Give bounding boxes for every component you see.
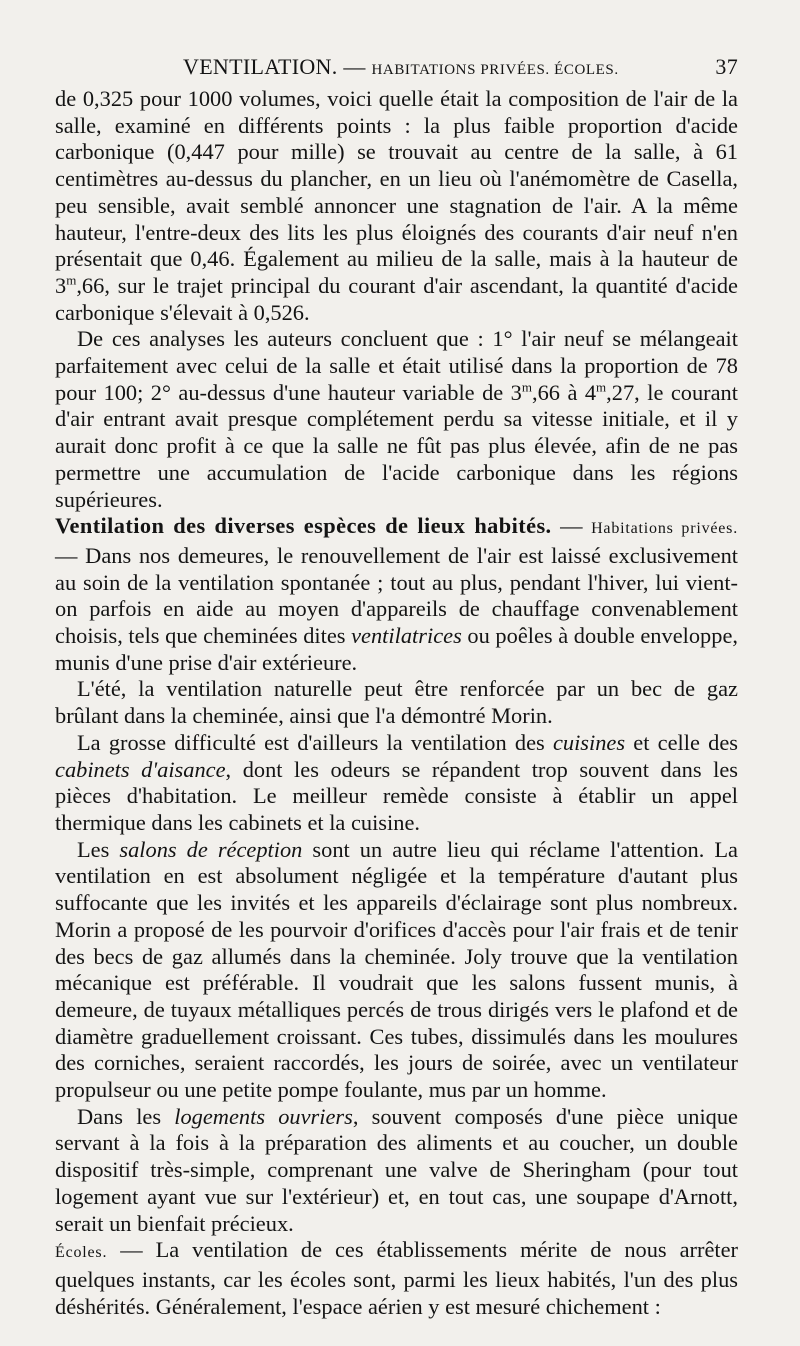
- body-text: [55, 86, 738, 1320]
- running-head-main: VENTILATION.: [183, 54, 338, 79]
- paragraph-5-text: La grosse difficulté est d'ailleurs la ventilation des: [77, 729, 553, 755]
- paragraph-2: [55, 326, 738, 513]
- paragraph-6-text-end: sont un autre lieu qui réclame l'attention. La ventilation en est absolument négligée et la température d'autant plus suffocante que les invités et les appareils d'éclairage sont plus nombreux. Morin a proposé de les pourvoir d'orifices d'accès pour l'air frais et de tenir des becs de gaz allumés dans la cheminée. Joly trouve que la ventilation mécanique est préférable. Il voudrait que les salons fussent munis, à demeure, de tuyaux métalliques percés de trous dirigés vers le plafond et de diamètre graduellement croissant. Ces tubes, dissimulés dans les moulures des corniches, seraient raccordés, les jours de soirée, avec un ventilateur propulseur ou une petite pompe foulante, mus par un homme.: [55, 836, 738, 1103]
- paragraph-2-text-mid: ,66 à 4: [532, 379, 597, 405]
- paragraph-8: [55, 1237, 738, 1320]
- emphasis-ventilatrices: ventilatrices: [351, 623, 462, 649]
- paragraph-4: [55, 676, 738, 729]
- paragraph-8-text: — La ventilation de ces établissements mérite de nous arrêter quelques instants, car les écoles sont, parmi les lieux habités, l'un des plus déshérités. Généralement, l'espace aérien y est mesuré chichement :: [55, 1237, 738, 1319]
- paragraph-7-text: Dans les: [77, 1103, 175, 1129]
- running-head-title: [55, 54, 619, 80]
- running-head: [55, 54, 738, 86]
- section-dash: —: [551, 513, 592, 539]
- emphasis-salons: salons de réception: [119, 836, 303, 862]
- paragraph-6: [55, 837, 738, 1104]
- paragraph-7-text-end: , souvent composés d'une pièce unique servant à la fois à la préparation des aliments et au coucher, un double dispositif très-simple, comprenant une valve de Sheringham (pour tout logement ayant vue sur l'extérieur) et, en tout cas, une soupape d'Arnott, serait un bienfait précieux.: [55, 1103, 738, 1236]
- paragraph-3-text-end: ou poêles à double enveloppe, munis d'une prise d'air extérieure.: [55, 623, 738, 675]
- unit-superscript: m: [521, 379, 532, 395]
- paragraph-2-text-end: ,27, le courant d'air entrant avait presque complétement perdu sa vitesse initiale, et il y aurait donc profit à ce que la salle ne fût pas plus élevée, afin de ne pas permettre une accumulation de l'acide carbonique dans les régions supérieures.: [55, 379, 738, 512]
- emphasis-cabinets: cabinets d'aisance: [55, 756, 226, 782]
- paragraph-1-text: de 0,325 pour 1000 volumes, voici quelle était la composition de l'air de la salle, examiné en différents points : la plus faible proportion d'acide carbonique (0,447 pour mille) se trouvait au centre de la salle, à 61 centimètres au-dessus du plancher, en un lieu où l'anémomètre de Casella, peu sensible, avait semblé annoncer une stagnation de l'air. A la même hauteur, l'entre-deux des lits les plus éloignés des courants d'air neuf n'en présentait que 0,46. Également au milieu de la salle, mais à la hauteur de 3: [55, 86, 738, 298]
- paragraph-7: [55, 1104, 738, 1238]
- emphasis-cuisines: cuisines: [552, 729, 626, 755]
- paragraph-5: [55, 730, 738, 837]
- unit-superscript: m: [66, 272, 77, 288]
- running-head-separator: —: [343, 54, 366, 79]
- section-heading: Ventilation des diverses espèces de lieux habités.: [55, 513, 552, 539]
- paragraph-1: [55, 86, 738, 326]
- paragraph-6-text: Les: [77, 836, 120, 862]
- paragraph-1-text-end: ,66, sur le trajet principal du courant d'air ascendant, la quantité d'acide carbonique s'élevait à 0,526.: [55, 272, 738, 325]
- paragraph-2-text: De ces analyses les auteurs concluent que : 1° l'air neuf se mélangeait parfaitement avec celui de la salle et était utilisé dans la proportion de 78 pour 100; 2° au-dessus d'une hauteur variable de 3: [55, 326, 738, 405]
- ecoles-label: Écoles.: [55, 1244, 108, 1262]
- running-head-subtitle: HABITATIONS PRIVÉES. ÉCOLES.: [371, 62, 619, 78]
- paragraph-4-text: L'été, la ventilation naturelle peut être renforcée par un bec de gaz brûlant dans la cheminée, ainsi que l'a démontré Morin.: [55, 676, 738, 729]
- page-number: 37: [715, 54, 738, 79]
- paragraph-3: [55, 513, 738, 676]
- unit-superscript: m: [596, 379, 607, 395]
- emphasis-logements: logements ouvriers: [174, 1103, 353, 1129]
- paragraph-5-text-end: , dont les odeurs se répandent trop souvent dans les pièces d'habitation. Le meilleur remède consiste à établir un appel thermique dans les cabinets et la cuisine.: [55, 756, 738, 835]
- paragraph-5-text-mid: et celle des: [625, 729, 738, 755]
- paragraph-3-text: — Dans nos demeures, le renouvellement de l'air est laissé exclusivement au soin de la ventilation spontanée ; tout au plus, pendant l'hiver, lui vient-on parfois en aide au moyen d'appareils de chauffage convenablement choisis, tels que cheminées dites: [55, 542, 738, 649]
- habitations-label: Habitations privées.: [591, 520, 739, 538]
